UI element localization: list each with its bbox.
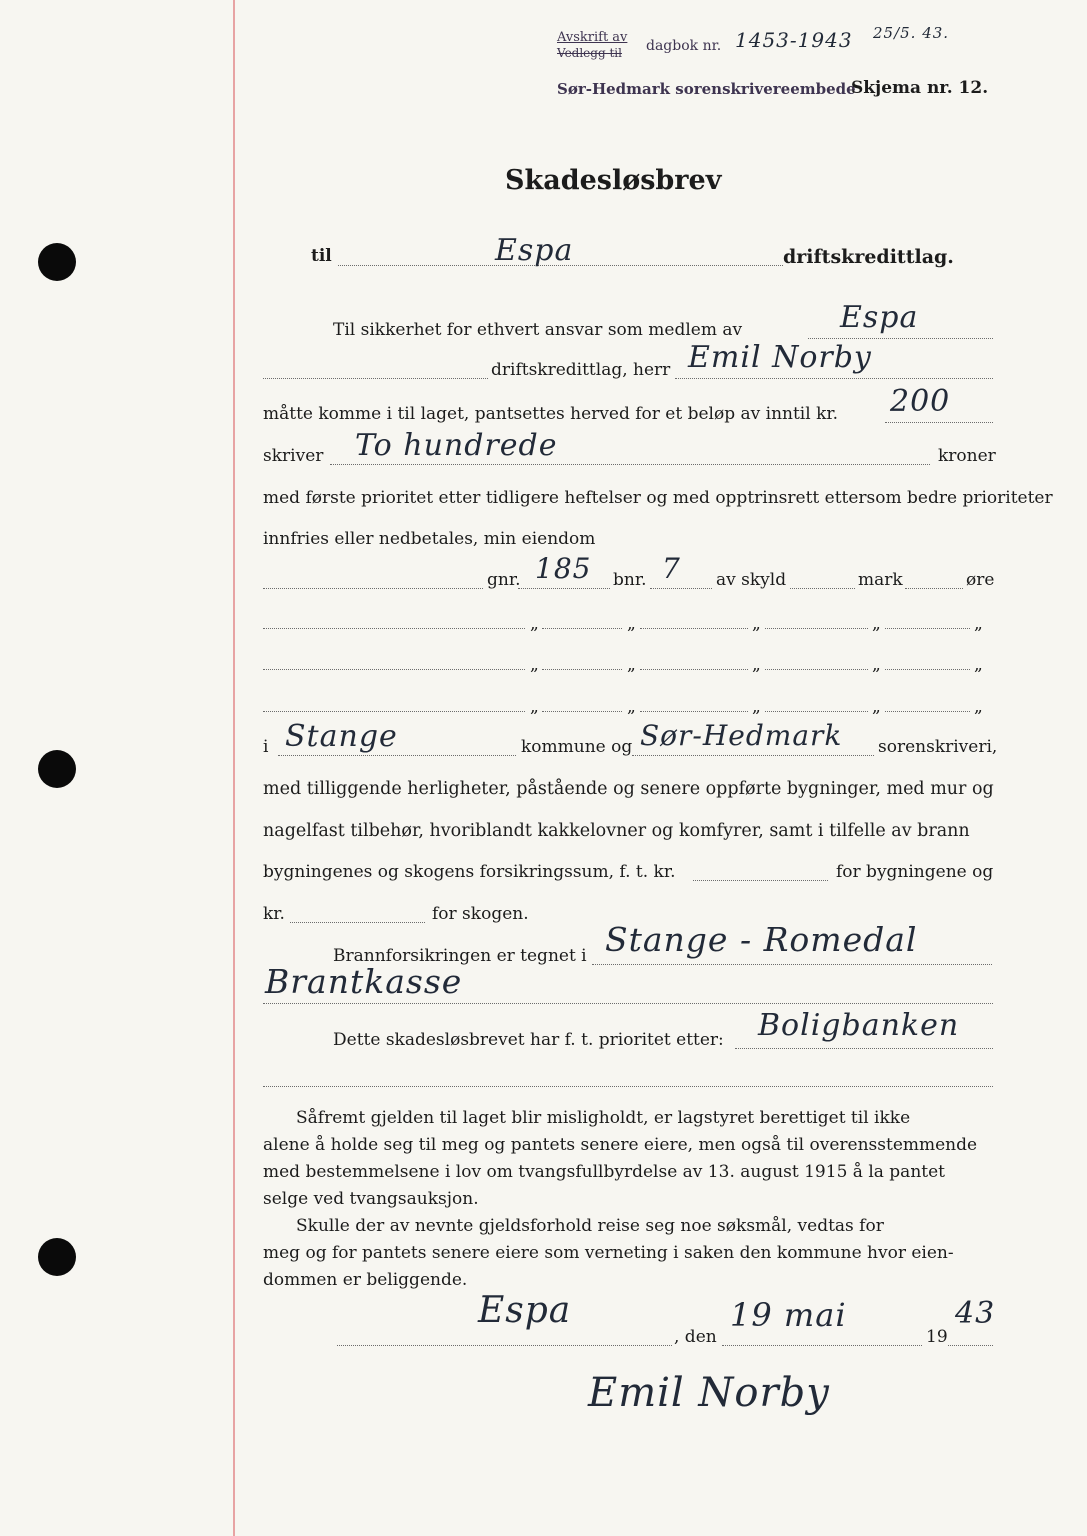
body-line-11-b: for bygningene og [836,862,994,882]
bnr-label: bnr. [613,570,647,590]
signing-place: Espa [478,1290,572,1331]
para1-line-2: alene å holde seg til meg og pantets senere eiere, men også til overensstemmende [263,1135,978,1155]
ditto-mark: „ [872,614,881,634]
para2-line-2: meg og for pantets senere eiere som verneting i saken den kommune hvor eien- [263,1243,954,1263]
district: Sør-Hedmark [640,719,843,752]
date-note: 25/5. 43. [873,24,950,42]
body-line-12-a: kr. [263,904,285,924]
stamp-line2: dagbok nr. [646,38,722,54]
punch-hole [38,243,76,281]
bnr-value: 7 [662,552,681,585]
ditto-mark: „ [530,614,539,634]
body-line-8-prefix: i [263,737,269,757]
body-line-1: Til sikkerhet for ethvert ansvar som medlem av [333,320,743,340]
form-number: Skjema nr. 12. [851,78,989,98]
ditto-mark: „ [974,697,983,717]
body-line-3: måtte komme i til laget, pantsettes herved for et beløp av inntil kr. [263,404,839,424]
signature: Emil Norby [588,1370,830,1416]
body-line-6: innfries eller nedbetales, min eiendom [263,529,596,549]
body-line-4-prefix: skriver [263,446,324,466]
body-line-4-suffix: kroner [938,446,996,466]
to-suffix: driftskredittlag. [783,246,954,268]
ditto-mark: „ [530,655,539,675]
punch-hole [38,750,76,788]
ditto-mark: „ [872,655,881,675]
year-prefix: 19 [926,1327,948,1347]
mark-label: mark [858,570,903,590]
ditto-mark: „ [627,655,636,675]
signing-date: 19 mai [730,1296,847,1334]
punch-hole [38,1238,76,1276]
ditto-mark: „ [974,614,983,634]
body-line-9: med tilliggende herligheter, påstående og senere oppførte bygninger, med mur og [263,779,994,799]
member-name: Emil Norby [688,340,872,375]
document-title: Skadesløsbrev [505,165,722,196]
para1-line-4: selge ved tvangsauksjon. [263,1189,479,1209]
body-line-11-a: bygningenes og skogens forsikringssum, f. t. kr. [263,862,676,882]
para2-line-1: Skulle der av nevnte gjeldsforhold reise seg noe søksmål, vedtas for [296,1216,884,1236]
body-line-10: nagelfast tilbehør, hvoriblandt kakkelovner og komfyrer, samt i tilfelle av brann [263,821,970,841]
margin-line [233,0,235,1536]
body-line-2: driftskredittlag, herr [491,360,671,380]
creditor-name: Espa [495,233,574,268]
ditto-mark: „ [752,614,761,634]
body-line-13: Brannforsikringen er tegnet i [333,946,587,966]
body-line-15: Dette skadesløsbrevet har f. t. prioritet etter: [333,1030,724,1050]
den-label: , den [674,1327,717,1347]
office-stamp: Sør-Hedmark sorenskrivereembede [557,80,856,98]
para1-line-1: Såfremt gjelden til laget blir misligholdt, er lagstyret berettiget til ikke [296,1108,911,1128]
skyld-label: av skyld [716,570,787,590]
ditto-mark: „ [627,697,636,717]
amount-figure: 200 [890,384,951,419]
to-prefix: til [311,246,332,266]
ditto-mark: „ [752,655,761,675]
ditto-mark: „ [872,697,881,717]
amount-words: To hundrede [355,428,558,463]
para1-line-3: med bestemmelsene i lov om tvangsfullbyrdelse av 13. august 1915 å la pantet [263,1162,945,1182]
ore-label: øre [966,570,995,590]
municipality: Stange [285,719,398,754]
gnr-label: gnr. [487,570,521,590]
member-of: Espa [840,300,919,335]
gnr-value: 185 [535,552,592,585]
stamp-struck: Vedlegg til [557,46,622,60]
stamp-line1: Avskrift av [557,30,628,45]
insurer: Stange - Romedal [605,920,918,959]
year-suffix: 43 [955,1296,996,1331]
body-line-8-suffix: sorenskriveri, [878,737,998,757]
prior-lender: Boligbanken [758,1008,960,1043]
ditto-mark: „ [974,655,983,675]
ditto-mark: „ [627,614,636,634]
body-line-8-mid: kommune og [521,737,633,757]
insurer-cont: Brantkasse [265,962,463,1001]
diary-number: 1453-1943 [735,28,853,52]
body-line-5: med første prioritet etter tidligere heftelser og med opptrinsrett ettersom bedre prioriteter [263,488,1053,508]
ditto-mark: „ [752,697,761,717]
body-line-12-b: for skogen. [432,904,529,924]
ditto-mark: „ [530,697,539,717]
para2-line-3: dommen er beliggende. [263,1270,468,1290]
